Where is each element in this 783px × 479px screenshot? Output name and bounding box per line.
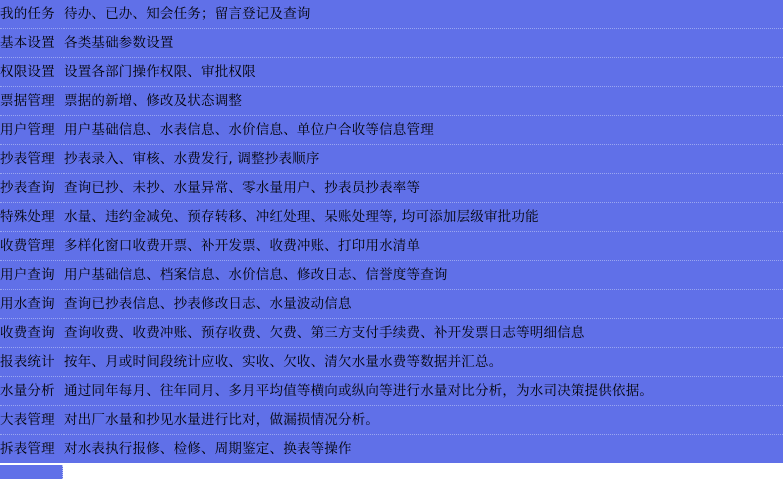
table-row [0, 290, 783, 319]
module-description: 对出厂水量和抄见水量进行比对，做漏损情况分析。 [64, 406, 783, 435]
module-description: 设置各部门操作权限、审批权限 [64, 58, 783, 87]
module-label: 大表管理 [0, 406, 64, 435]
module-description: 查询已抄表信息、抄表修改日志、水量波动信息 [64, 290, 783, 319]
module-label: 特殊处理 [0, 203, 64, 232]
module-label: 报表统计 [0, 348, 64, 377]
module-label: 我的任务 [0, 0, 64, 29]
module-description: 待办、已办、知会任务；留言登记及查询 [64, 0, 783, 29]
bottom-label-stub [0, 465, 63, 479]
module-label: 票据管理 [0, 87, 64, 116]
table-row [0, 377, 783, 406]
table-row [0, 87, 783, 116]
module-description: 对水表执行报修、检修、周期鉴定、换表等操作 [64, 435, 783, 464]
module-label: 权限设置 [0, 58, 64, 87]
module-description: 抄表录入、审核、水费发行, 调整抄表顺序 [64, 145, 783, 174]
table-row [0, 261, 783, 290]
table-row [0, 0, 783, 29]
table-row [0, 203, 783, 232]
module-label: 拆表管理 [0, 435, 64, 464]
module-description: 用户基础信息、档案信息、水价信息、修改日志、信誉度等查询 [64, 261, 783, 290]
module-description: 查询已抄、未抄、水量异常、零水量用户、抄表员抄表率等 [64, 174, 783, 203]
module-label: 收费管理 [0, 232, 64, 261]
table-row [0, 319, 783, 348]
module-description: 多样化窗口收费开票、补开发票、收费冲账、打印用水清单 [64, 232, 783, 261]
module-description: 按年、月或时间段统计应收、实收、欠收、清欠水量水费等数据并汇总。 [64, 348, 783, 377]
table-row [0, 29, 783, 58]
module-label: 收费查询 [0, 319, 64, 348]
table-row [0, 406, 783, 435]
module-description: 通过同年每月、往年同月、多月平均值等横向或纵向等进行水量对比分析，为水司决策提供依据。 [64, 377, 783, 406]
module-description: 各类基础参数设置 [64, 29, 783, 58]
module-label: 水量分析 [0, 377, 64, 406]
module-label: 基本设置 [0, 29, 64, 58]
module-description: 水量、违约金减免、预存转移、冲红处理、呆账处理等, 均可添加层级审批功能 [64, 203, 783, 232]
module-label: 抄表管理 [0, 145, 64, 174]
bottom-strip [0, 465, 783, 479]
module-label: 用户查询 [0, 261, 64, 290]
table-row [0, 145, 783, 174]
table-row [0, 232, 783, 261]
table-row [0, 174, 783, 203]
table-row [0, 348, 783, 377]
module-label: 用户管理 [0, 116, 64, 145]
module-label: 抄表查询 [0, 174, 64, 203]
table-row [0, 435, 783, 464]
module-description: 用户基础信息、水表信息、水价信息、单位户合收等信息管理 [64, 116, 783, 145]
module-description: 票据的新增、修改及状态调整 [64, 87, 783, 116]
table-row [0, 58, 783, 87]
module-description: 查询收费、收费冲账、预存收费、欠费、第三方支付手续费、补开发票日志等明细信息 [64, 319, 783, 348]
table-row [0, 116, 783, 145]
module-label: 用水查询 [0, 290, 64, 319]
